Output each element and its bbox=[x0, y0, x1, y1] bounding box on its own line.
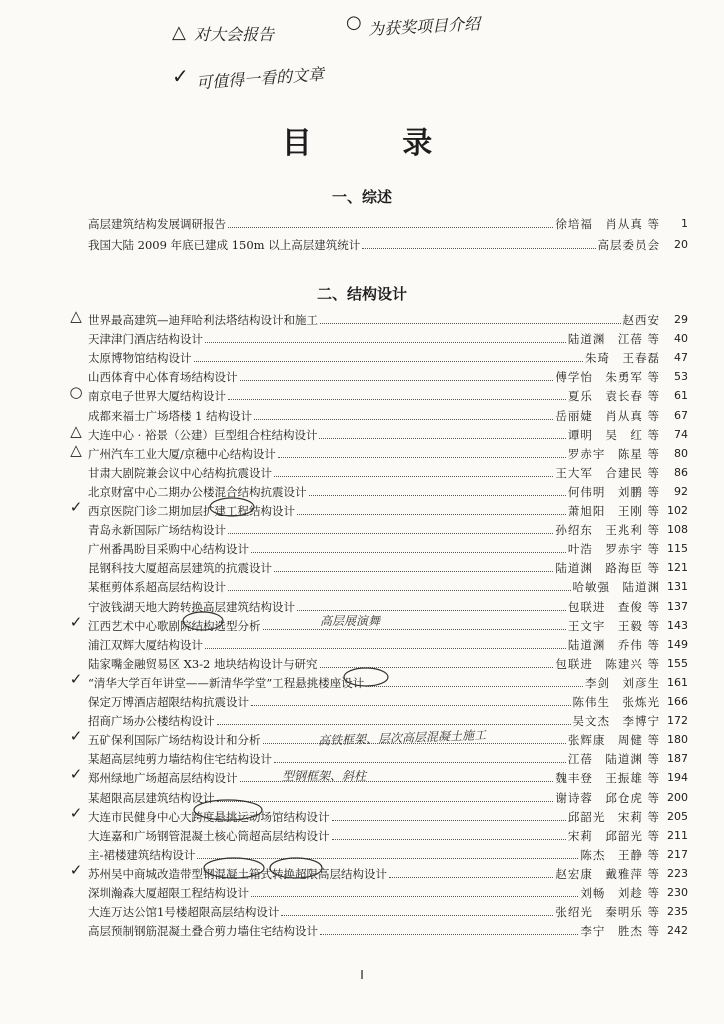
toc-entry[interactable] bbox=[88, 825, 688, 843]
toc-entry-title: 世界最高建筑—迪拜哈利法塔结构设计和施工 bbox=[88, 313, 318, 327]
circle-icon: ○ bbox=[346, 12, 362, 33]
toc-entry-authors: 傅学怡 朱勇军 等 bbox=[555, 370, 660, 385]
dot-leader bbox=[194, 361, 584, 362]
toc-entry[interactable] bbox=[88, 710, 688, 728]
toc-entry[interactable] bbox=[88, 691, 688, 709]
dot-leader bbox=[263, 629, 566, 630]
checkmark-icon: ✓ bbox=[69, 669, 83, 688]
toc-entry[interactable] bbox=[88, 882, 688, 900]
toc-entry-page: 80 bbox=[674, 446, 688, 460]
toc-entry-authors: 包联进 陈建兴 等 bbox=[555, 656, 660, 671]
toc-entry-page: 149 bbox=[667, 637, 688, 651]
toc-entry[interactable] bbox=[88, 424, 688, 442]
toc-entry-page: 47 bbox=[674, 351, 688, 365]
toc-entry-page: 61 bbox=[674, 389, 688, 403]
toc-entry-authors: 赵西安 bbox=[622, 313, 660, 327]
toc-entry-title: 广州番禺盼目采购中心结构设计 bbox=[88, 542, 249, 557]
toc-entry-page: 86 bbox=[674, 465, 688, 479]
toc-entry-title: 西京医院门诊二期加层扩建工程结构设计 bbox=[88, 504, 295, 518]
dot-leader bbox=[228, 533, 553, 534]
section-heading-overview: 一、综述 bbox=[331, 188, 392, 206]
dot-leader bbox=[205, 342, 566, 343]
triangle-mark-icon: △ bbox=[70, 307, 82, 325]
page-number: I bbox=[360, 968, 364, 982]
toc-entry-page: 131 bbox=[667, 580, 688, 594]
toc-entry[interactable] bbox=[88, 538, 688, 556]
dot-leader bbox=[251, 896, 578, 897]
toc-entry-title: 某超限高层建筑结构设计 bbox=[88, 790, 215, 805]
toc-entry-title: 青岛永新国际广场结构设计 bbox=[88, 523, 226, 538]
toc-entry-authors: 哈敏强 陆道渊 bbox=[572, 580, 660, 595]
toc-entry-page: 211 bbox=[667, 828, 688, 842]
section-heading-design: 二、结构设计 bbox=[316, 285, 407, 303]
toc-entry-authors: 叶浩 罗赤宇 等 bbox=[567, 542, 660, 557]
toc-entry[interactable] bbox=[88, 557, 688, 575]
dot-leader bbox=[197, 858, 578, 859]
toc-entry-title: 高层建筑结构发展调研报告 bbox=[88, 217, 226, 231]
triangle-icon: △ bbox=[172, 22, 186, 43]
checkmark-icon: ✓ bbox=[69, 612, 83, 631]
toc-entry[interactable] bbox=[88, 500, 688, 518]
toc-entry-authors: 陈伟生 张炼光 bbox=[572, 695, 660, 709]
toc-entry[interactable] bbox=[88, 405, 688, 423]
dot-leader bbox=[281, 915, 553, 916]
dot-leader bbox=[254, 419, 553, 420]
checkmark-icon: ✓ bbox=[172, 64, 189, 88]
toc-entry[interactable] bbox=[88, 634, 688, 652]
toc-entry-page: 235 bbox=[667, 905, 688, 919]
toc-entry-title: 浦江双辉大厦结构设计 bbox=[88, 637, 203, 652]
toc-entry[interactable] bbox=[88, 576, 688, 594]
toc-entry-title: 南京电子世界大厦结构设计 bbox=[88, 389, 226, 404]
dot-leader bbox=[251, 552, 566, 553]
toc-entry-authors: 李宁 胜杰 等 bbox=[580, 924, 660, 939]
toc-entry-title: 郑州绿地广场超高层结构设计 bbox=[88, 771, 238, 786]
toc-entry-authors: 张绍光 秦明乐 等 bbox=[555, 905, 660, 920]
dot-leader bbox=[205, 648, 566, 649]
toc-entry-title: 甘肃大剧院兼会议中心结构抗震设计 bbox=[88, 465, 272, 480]
toc-entry[interactable] bbox=[88, 844, 688, 862]
toc-entry-page: 121 bbox=[667, 561, 688, 575]
toc-entry-title: 北京财富中心二期办公楼混合结构抗震设计 bbox=[88, 484, 307, 499]
toc-entry[interactable] bbox=[88, 653, 688, 671]
dot-leader bbox=[274, 571, 553, 572]
toc-entry-title: 深圳瀚森大厦超限工程结构设计 bbox=[88, 886, 249, 900]
toc-entry-authors: 王文宇 王毅 等 bbox=[567, 618, 660, 633]
toc-entry[interactable] bbox=[88, 309, 688, 327]
toc-entry[interactable] bbox=[88, 901, 688, 919]
toc-entry-title: 天津津门酒店结构设计 bbox=[88, 332, 203, 347]
toc-entry[interactable] bbox=[88, 481, 688, 499]
toc-entry-authors: 陈杰 王静 等 bbox=[580, 847, 660, 862]
toc-entry-page: 74 bbox=[674, 427, 688, 441]
toc-entry-authors: 谢诗蓉 邱仓虎 等 bbox=[555, 790, 660, 805]
toc-entry-page: 40 bbox=[674, 332, 688, 346]
toc-entry[interactable] bbox=[88, 787, 688, 805]
toc-entry-title: 太原博物馆结构设计 bbox=[88, 351, 192, 366]
toc-entry[interactable] bbox=[88, 806, 688, 824]
toc-entry-title: 大连市民健身中心大跨度悬挑运动场馆结构设计 bbox=[88, 809, 330, 824]
toc-entry-title: 高层预制钢筋混凝土叠合剪力墙住宅结构设计 bbox=[88, 924, 318, 939]
toc-entry-page: 67 bbox=[674, 408, 688, 422]
toc-entry-authors: 宋莉 邱韶光 等 bbox=[567, 828, 660, 843]
toc-entry-title: 宁波钱湖天地大跨转换高层建筑结构设计 bbox=[88, 599, 295, 614]
toc-entry-authors: 邱韶光 宋莉 等 bbox=[567, 809, 660, 824]
toc-entry-authors: 朱琦 王春磊 bbox=[585, 351, 660, 366]
toc-entry-title: 招商广场办公楼结构设计 bbox=[88, 714, 215, 729]
toc-entry[interactable] bbox=[88, 234, 688, 252]
triangle-mark-icon: △ bbox=[70, 440, 82, 459]
dot-leader bbox=[240, 380, 554, 381]
handwritten-note-baoli: 高铁框架、层次高层混凝土施工 bbox=[317, 728, 487, 748]
toc-entry-authors: 江蓓 陆道渊 等 bbox=[567, 752, 660, 767]
toc-entry[interactable] bbox=[88, 366, 688, 384]
handwritten-note-triangle: 对大会报告 bbox=[194, 25, 275, 44]
toc-entry-title: 五矿保利国际广场结构设计和分析 bbox=[88, 733, 261, 748]
handwritten-note-circle: 为获奖项目介绍 bbox=[367, 14, 481, 39]
toc-entry-page: 115 bbox=[667, 542, 688, 556]
handwritten-note-zhiyuan: 型钢框架、斜柱 bbox=[282, 769, 367, 783]
dot-leader bbox=[278, 457, 566, 458]
dot-leader bbox=[320, 667, 554, 668]
toc-entry-title: 成都来福士广场塔楼 1 结构设计 bbox=[88, 408, 253, 423]
dot-leader bbox=[217, 724, 571, 725]
toc-entry-page: 166 bbox=[667, 695, 688, 708]
dot-leader bbox=[274, 476, 553, 477]
toc-entry[interactable] bbox=[88, 596, 688, 614]
toc-entry-title: 苏州吴中商城改造带型钢混凝土箱式转换超限高层结构设计 bbox=[88, 866, 387, 881]
toc-entry[interactable] bbox=[88, 347, 688, 365]
dot-leader bbox=[366, 686, 583, 687]
dot-leader bbox=[251, 705, 571, 706]
handwritten-note-check: 可值得一看的文章 bbox=[195, 64, 325, 93]
toc-entry-authors: 刘畅 刘趁 等 bbox=[580, 886, 660, 900]
toc-entry-page: 102 bbox=[667, 504, 688, 517]
toc-entry-page: 1 bbox=[681, 217, 688, 230]
toc-entry-authors: 张辉康 周健 等 bbox=[567, 733, 660, 748]
toc-entry-authors: 萧旭阳 王刚 等 bbox=[567, 504, 660, 518]
page-title: 目 录 bbox=[281, 126, 473, 161]
toc-entry[interactable] bbox=[88, 328, 688, 346]
checkmark-icon: ✓ bbox=[69, 803, 83, 822]
toc-entry-authors: 罗赤宇 陈星 等 bbox=[567, 446, 660, 461]
toc-entry-title: 某框剪体系超高层结构设计 bbox=[88, 580, 226, 595]
toc-entry-authors: 陆道渊 乔伟 等 bbox=[567, 637, 660, 652]
toc-entry-title: “清华大学百年讲堂——新清华学堂”工程悬挑楼座设计 bbox=[88, 675, 365, 690]
toc-entry[interactable] bbox=[88, 863, 688, 881]
dot-leader bbox=[297, 610, 566, 611]
toc-entry-page: 200 bbox=[667, 790, 688, 804]
toc-entry-authors: 吴文杰 李博宁 bbox=[572, 714, 660, 729]
toc-entry-page: 230 bbox=[667, 886, 688, 899]
toc-entry-authors: 王大军 合建民 等 bbox=[555, 465, 660, 480]
toc-entry-authors: 谭明 吴 红 等 bbox=[567, 427, 660, 442]
dot-leader bbox=[217, 801, 554, 802]
toc-entry[interactable] bbox=[88, 920, 688, 938]
toc-entry-title: 主-裙楼建筑结构设计 bbox=[88, 847, 196, 862]
circle-mark-icon: ○ bbox=[69, 383, 83, 402]
dot-leader bbox=[228, 399, 566, 400]
dot-leader bbox=[332, 820, 566, 821]
toc-entry-page: 194 bbox=[667, 771, 688, 785]
dot-leader bbox=[320, 323, 621, 324]
toc-entry-authors: 何伟明 刘鹏 等 bbox=[567, 484, 660, 499]
dot-leader bbox=[389, 877, 553, 878]
toc-entry-authors: 夏乐 袁长春 等 bbox=[567, 389, 660, 404]
dot-leader bbox=[362, 248, 595, 249]
toc-entry-page: 205 bbox=[667, 809, 688, 823]
toc-entry-authors: 徐培福 肖从真 等 bbox=[555, 217, 660, 231]
checkmark-icon: ✓ bbox=[69, 498, 83, 516]
toc-entry-title: 大连中心 · 裕景（公建）巨型组合柱结构设计 bbox=[88, 427, 318, 442]
checkmark-icon: ✓ bbox=[69, 860, 83, 879]
toc-entry-title: 我国大陆 2009 年底已建成 150m 以上高层建筑统计 bbox=[88, 238, 361, 252]
toc-entry-page: 217 bbox=[667, 847, 688, 861]
toc-entry-page: 92 bbox=[674, 484, 688, 498]
toc-entry[interactable] bbox=[88, 672, 688, 690]
toc-entry-page: 29 bbox=[674, 313, 688, 326]
toc-entry-title: 大连万达公馆1号楼超限高层结构设计 bbox=[88, 905, 280, 920]
toc-entry-page: 137 bbox=[667, 599, 688, 613]
toc-entry-page: 20 bbox=[674, 238, 688, 251]
dot-leader bbox=[320, 934, 578, 935]
toc-entry-authors: 陆道渊 路海臣 等 bbox=[555, 561, 660, 576]
toc-entry[interactable] bbox=[88, 748, 688, 766]
toc-entry-page: 242 bbox=[667, 924, 688, 938]
toc-entry-title: 陆家嘴金融贸易区 X3-2 地块结构设计与研究 bbox=[88, 656, 318, 671]
dot-leader bbox=[228, 590, 571, 591]
toc-entry-page: 172 bbox=[667, 714, 688, 728]
toc-entry-authors: 陆道渊 江蓓 等 bbox=[567, 332, 660, 347]
handwritten-note-guangzhou: 高层展演舞 bbox=[320, 614, 381, 628]
toc-entry[interactable] bbox=[88, 443, 688, 461]
toc-entry[interactable] bbox=[88, 213, 688, 231]
toc-entry-title: 广州汽车工业大厦/京穗中心结构设计 bbox=[88, 446, 276, 461]
triangle-mark-icon: △ bbox=[70, 421, 82, 440]
toc-entry-authors: 包联进 查俊 等 bbox=[567, 599, 660, 614]
toc-entry-authors: 高层委员会 bbox=[597, 238, 660, 252]
toc-entry-page: 53 bbox=[674, 370, 688, 384]
dot-leader bbox=[309, 495, 566, 496]
toc-entry-page: 143 bbox=[667, 618, 688, 632]
toc-entry-authors: 岳丽婕 肖从真 等 bbox=[555, 408, 660, 423]
dot-leader bbox=[297, 514, 566, 515]
checkmark-icon: ✓ bbox=[69, 727, 83, 746]
toc-entry-title: 昆钢科技大厦超高层建筑的抗震设计 bbox=[88, 561, 272, 576]
dot-leader bbox=[332, 839, 566, 840]
toc-entry[interactable] bbox=[88, 385, 688, 403]
dot-leader bbox=[228, 227, 553, 228]
toc-entry-page: 223 bbox=[667, 866, 688, 880]
toc-entry-title: 大连嘉和广场钢管混凝土核心筒超高层结构设计 bbox=[88, 828, 330, 843]
checkmark-icon: ✓ bbox=[69, 765, 83, 784]
toc-entry[interactable] bbox=[88, 615, 688, 633]
toc-entry-page: 187 bbox=[667, 752, 688, 766]
toc-entry[interactable] bbox=[88, 462, 688, 480]
toc-entry-page: 180 bbox=[667, 733, 688, 747]
toc-entry-title: 某超高层纯剪力墙结构住宅结构设计 bbox=[88, 752, 272, 767]
toc-entry-page: 161 bbox=[667, 675, 688, 689]
toc-entry-authors: 孙绍东 王兆利 等 bbox=[555, 523, 660, 538]
toc-entry-authors: 李剑 刘彦生 bbox=[585, 675, 660, 690]
dot-leader bbox=[319, 438, 565, 439]
toc-entry-title: 保定万博酒店超限结构抗震设计 bbox=[88, 695, 249, 709]
toc-entry-page: 108 bbox=[667, 523, 688, 537]
toc-entry-authors: 魏丰登 王振雄 等 bbox=[555, 771, 660, 786]
toc-entry-title: 江西艺术中心歌剧院结构选型分析 bbox=[88, 618, 261, 633]
toc-entry[interactable] bbox=[88, 767, 688, 785]
toc-entry-title: 山西体育中心体育场结构设计 bbox=[88, 370, 238, 385]
toc-entry-page: 155 bbox=[667, 656, 688, 670]
dot-leader bbox=[274, 762, 566, 763]
toc-entry[interactable] bbox=[88, 519, 688, 537]
toc-entry-authors: 赵宏康 戴雅萍 等 bbox=[555, 866, 660, 881]
